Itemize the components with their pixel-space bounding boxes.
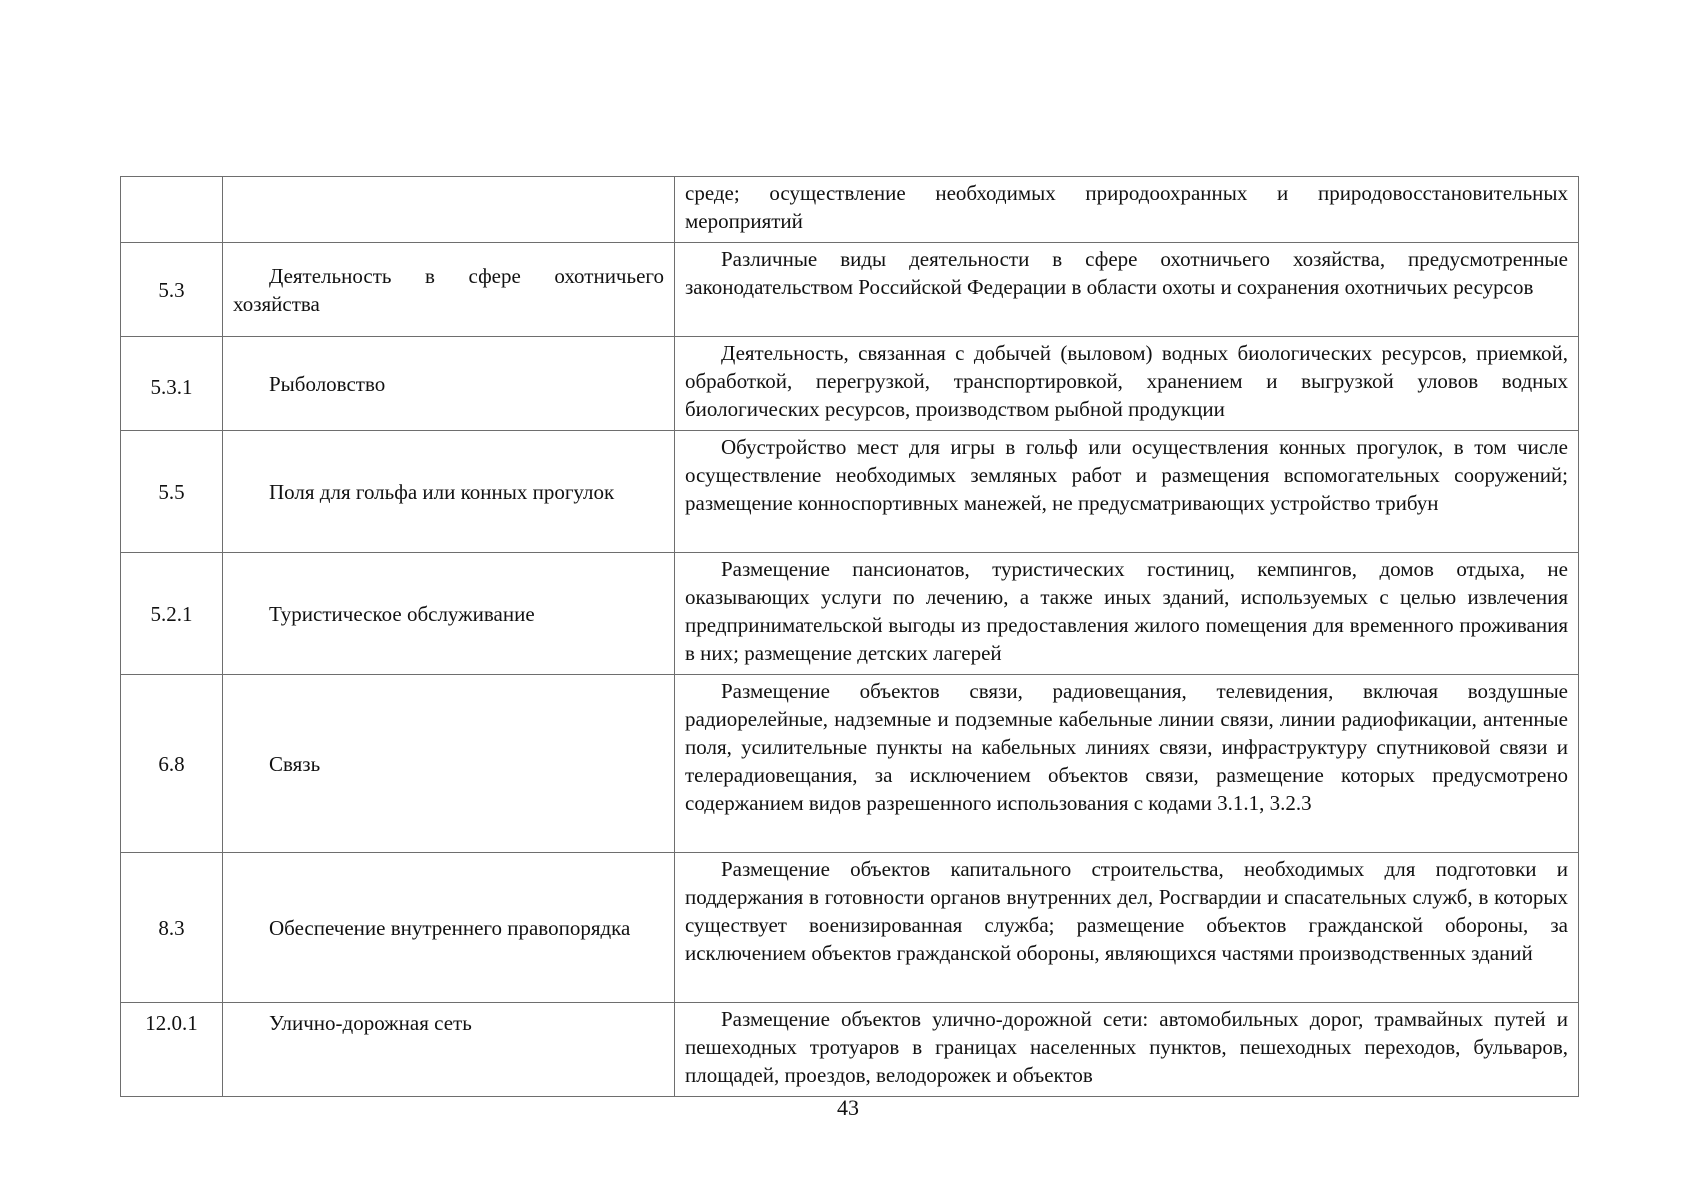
land-use-table bbox=[120, 176, 1579, 1097]
table-row bbox=[121, 675, 1579, 853]
code-cell: 5.5 bbox=[121, 431, 223, 553]
table-row bbox=[121, 853, 1579, 1003]
name-cell: Деятельность в сфере охотничьего хозяйства bbox=[223, 243, 675, 337]
name-cell: Обеспечение внутреннего правопорядка bbox=[223, 853, 675, 1003]
description-cell: Размещение пансионатов, туристических гостиниц, кемпингов, домов отдыха, не оказывающих услуги по лечению, а также иных зданий, используемых с целью извлечения предпринимательской выгоды из предоставления жилого помещения для временного проживания в них; размещение детских лагерей bbox=[675, 553, 1579, 675]
description-cell: Обустройство мест для игры в гольф или осуществления конных прогулок, в том числе осуществление необходимых земляных работ и размещения вспомогательных сооружений; размещение конноспортивных манежей, не предусматривающих устройство трибун bbox=[675, 431, 1579, 553]
description-cell: Размещение объектов улично-дорожной сети: автомобильных дорог, трамвайных путей и пешеходных тротуаров в границах населенных пунктов, пешеходных переходов, бульваров, площадей, проездов, велодорожек и объектов bbox=[675, 1003, 1579, 1097]
name-cell: Туристическое обслуживание bbox=[223, 553, 675, 675]
name-cell: Связь bbox=[223, 675, 675, 853]
description-cell: среде; осуществление необходимых природоохранных и природовосстановительных мероприятий bbox=[675, 177, 1579, 243]
code-cell: 5.2.1 bbox=[121, 553, 223, 675]
description-cell: Размещение объектов капитального строительства, необходимых для подготовки и поддержания в готовности органов внутренних дел, Росгвардии и спасательных служб, в которых существует военизированная служба; размещение объектов гражданской обороны, за исключением объектов гражданской обороны, являющихся частями производственных зданий bbox=[675, 853, 1579, 1003]
code-cell: 8.3 bbox=[121, 853, 223, 1003]
name-cell bbox=[223, 177, 675, 243]
code-cell: 5.3 bbox=[121, 243, 223, 337]
name-cell: Поля для гольфа или конных прогулок bbox=[223, 431, 675, 553]
description-cell: Различные виды деятельности в сфере охотничьего хозяйства, предусмотренные законодательством Российской Федерации в области охоты и сохранения охотничьих ресурсов bbox=[675, 243, 1579, 337]
page-number: 43 bbox=[837, 1095, 859, 1120]
table-row bbox=[121, 1003, 1579, 1097]
table-row bbox=[121, 243, 1579, 337]
name-cell: Улично-дорожная сеть bbox=[223, 1003, 675, 1097]
table-row bbox=[121, 431, 1579, 553]
table-row bbox=[121, 177, 1579, 243]
code-cell: 12.0.1 bbox=[121, 1003, 223, 1097]
description-cell: Размещение объектов связи, радиовещания, телевидения, включая воздушные радиорелейные, надземные и подземные кабельные линии связи, линии радиофикации, антенные поля, усилительные пункты на кабельных линиях связи, инфраструктуру спутниковой связи и телерадиовещания, за исключением объектов связи, размещение которых предусмотрено содержанием видов разрешенного использования с кодами 3.1.1, 3.2.3 bbox=[675, 675, 1579, 853]
code-cell: 6.8 bbox=[121, 675, 223, 853]
table-row bbox=[121, 337, 1579, 431]
code-cell: 5.3.1 bbox=[121, 337, 223, 431]
code-cell bbox=[121, 177, 223, 243]
name-cell: Рыболовство bbox=[223, 337, 675, 431]
description-cell: Деятельность, связанная с добычей (выловом) водных биологических ресурсов, приемкой, обработкой, перегрузкой, транспортировкой, хранением и выгрузкой уловов водных биологических ресурсов, производством рыбной продукции bbox=[675, 337, 1579, 431]
table-row bbox=[121, 553, 1579, 675]
